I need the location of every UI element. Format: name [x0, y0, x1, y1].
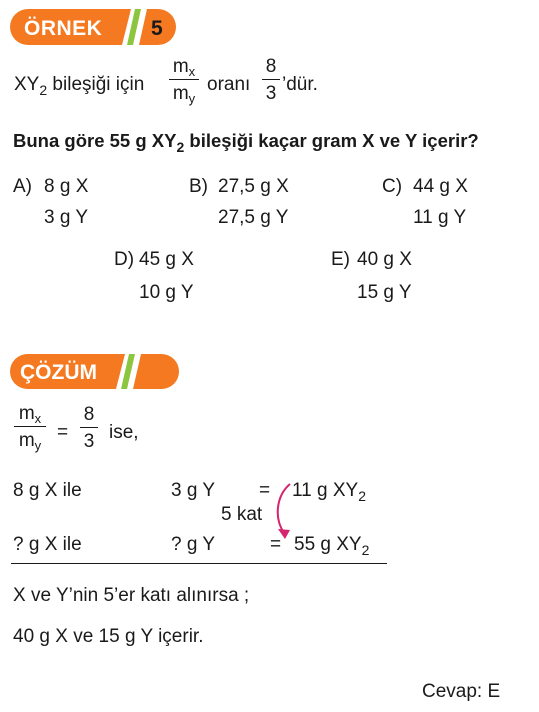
option-a-letter: A): [13, 176, 32, 197]
option-e-y: 15 g Y: [357, 282, 412, 303]
option-d-y: 10 g Y: [139, 282, 194, 303]
mass-ratio-fraction: $m_x$ $m_y$: [169, 57, 199, 103]
option-b-y: 27,5 g Y: [218, 207, 289, 228]
solution-row1-x: 8 g X ile: [13, 480, 82, 501]
ratio-8-3-fraction: 8 3: [262, 57, 280, 103]
option-a-x: 8 g X: [44, 176, 89, 197]
solution-divider: [11, 563, 387, 564]
solution-row2-x: ? g X ile: [13, 534, 82, 555]
option-e-letter: E): [331, 249, 350, 270]
solution-multiplier: 5 kat: [221, 504, 263, 525]
option-a-y: 3 g Y: [44, 207, 89, 228]
solution-equals: =: [57, 422, 69, 443]
solution-badge: [10, 354, 179, 389]
slash-stripes-icon: [10, 354, 179, 389]
solution-conclusion-b: 40 g X ve 15 g Y içerir.: [13, 626, 204, 647]
solution-row2-eq: =: [270, 534, 282, 555]
solution-row1-eq: =: [259, 480, 271, 501]
question-suffix: ’dür.: [282, 74, 318, 95]
question-line1-start: $XY_2$ bileşiği için: [14, 74, 145, 98]
option-b-letter: B): [189, 176, 208, 197]
solution-row2-y: ? g Y: [171, 534, 216, 555]
solution-row1-compound: 11 g $XY_2$: [292, 480, 366, 504]
option-b-x: 27,5 g X: [218, 176, 289, 197]
option-e-x: 40 g X: [357, 249, 412, 270]
answer-label: Cevap: E: [422, 681, 501, 702]
solution-row2-compound: 55 g $XY_2$: [294, 534, 370, 558]
solution-mass-fraction: $m_x$ $m_y$: [14, 404, 46, 450]
solution-badge-title: ÇÖZÜM: [20, 361, 97, 384]
option-c-y: 11 g Y: [413, 207, 467, 228]
question-oran: oranı: [207, 74, 251, 95]
option-c-x: 44 g X: [413, 176, 468, 197]
solution-row1-y: 3 g Y: [171, 480, 216, 501]
example-number: 5: [151, 17, 163, 40]
option-c-letter: C): [382, 176, 403, 197]
example-badge-title: ÖRNEK: [24, 17, 103, 40]
question-line2: Buna göre 55 g $XY_2$ bileşiği kaçar gram X ve Y içerir?: [13, 130, 479, 155]
example-badge: [10, 9, 176, 45]
solution-ise: ise,: [109, 422, 139, 443]
option-d-x: 45 g X: [139, 249, 194, 270]
solution-ratio-fraction: 8 3: [80, 405, 98, 451]
solution-conclusion-a: X ve Y’nin 5’er katı alınırsa ;: [13, 585, 250, 606]
option-d-letter: D): [114, 249, 135, 270]
